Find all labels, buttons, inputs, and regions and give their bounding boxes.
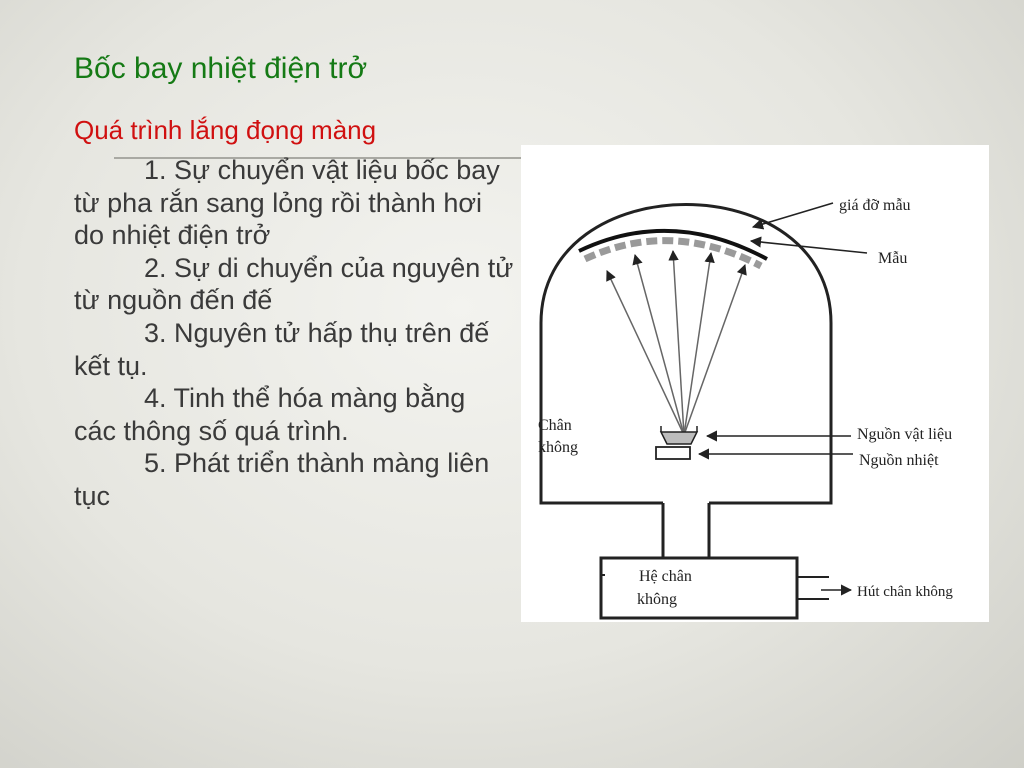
material-source (661, 432, 697, 444)
pump-label: Hút chân không (857, 584, 953, 600)
source-bracket (661, 426, 697, 432)
step-1: 1. Sự chuyển vật liệu bốc bay từ pha rắn sang lỏng rồi thành hơi do nhiệt điện trở (74, 155, 508, 251)
heat-source-label: Nguồn nhiệt (859, 452, 939, 469)
evaporation-diagram (521, 145, 989, 622)
heat-source (656, 447, 690, 459)
atom-path-5 (684, 265, 745, 435)
step-5: 5. Phát triển thành màng liên tục (74, 448, 497, 511)
vacuum-system-label-1: Hệ chân (639, 568, 692, 585)
sample-pointer (751, 241, 867, 253)
holder-label: giá đỡ mẫu (839, 197, 911, 214)
sample-label: Mẫu (878, 250, 908, 267)
step-2: 2. Sự di chuyển của nguyên tử từ nguồn đến đế (74, 252, 521, 316)
vacuum-label-2: không (538, 439, 578, 456)
vacuum-system-box (601, 558, 797, 618)
vacuum-label-1: Chân (538, 417, 572, 434)
material-source-label: Nguồn vật liệu (857, 426, 953, 443)
atom-path-3 (673, 251, 684, 435)
section-heading: Quá trình lắng đọng màng (74, 115, 377, 145)
holder-pointer (753, 203, 833, 227)
vacuum-system-label-2: không (637, 591, 677, 608)
slide-title: Bốc bay nhiệt điện trở (74, 52, 368, 85)
step-4: 4. Tinh thể hóa màng bằng các thông số quá trình. (74, 383, 473, 446)
step-3: 3. Nguyên tử hấp thụ trên đế kết tụ. (74, 317, 497, 381)
steps-list (74, 154, 521, 513)
atom-path-4 (684, 253, 711, 435)
